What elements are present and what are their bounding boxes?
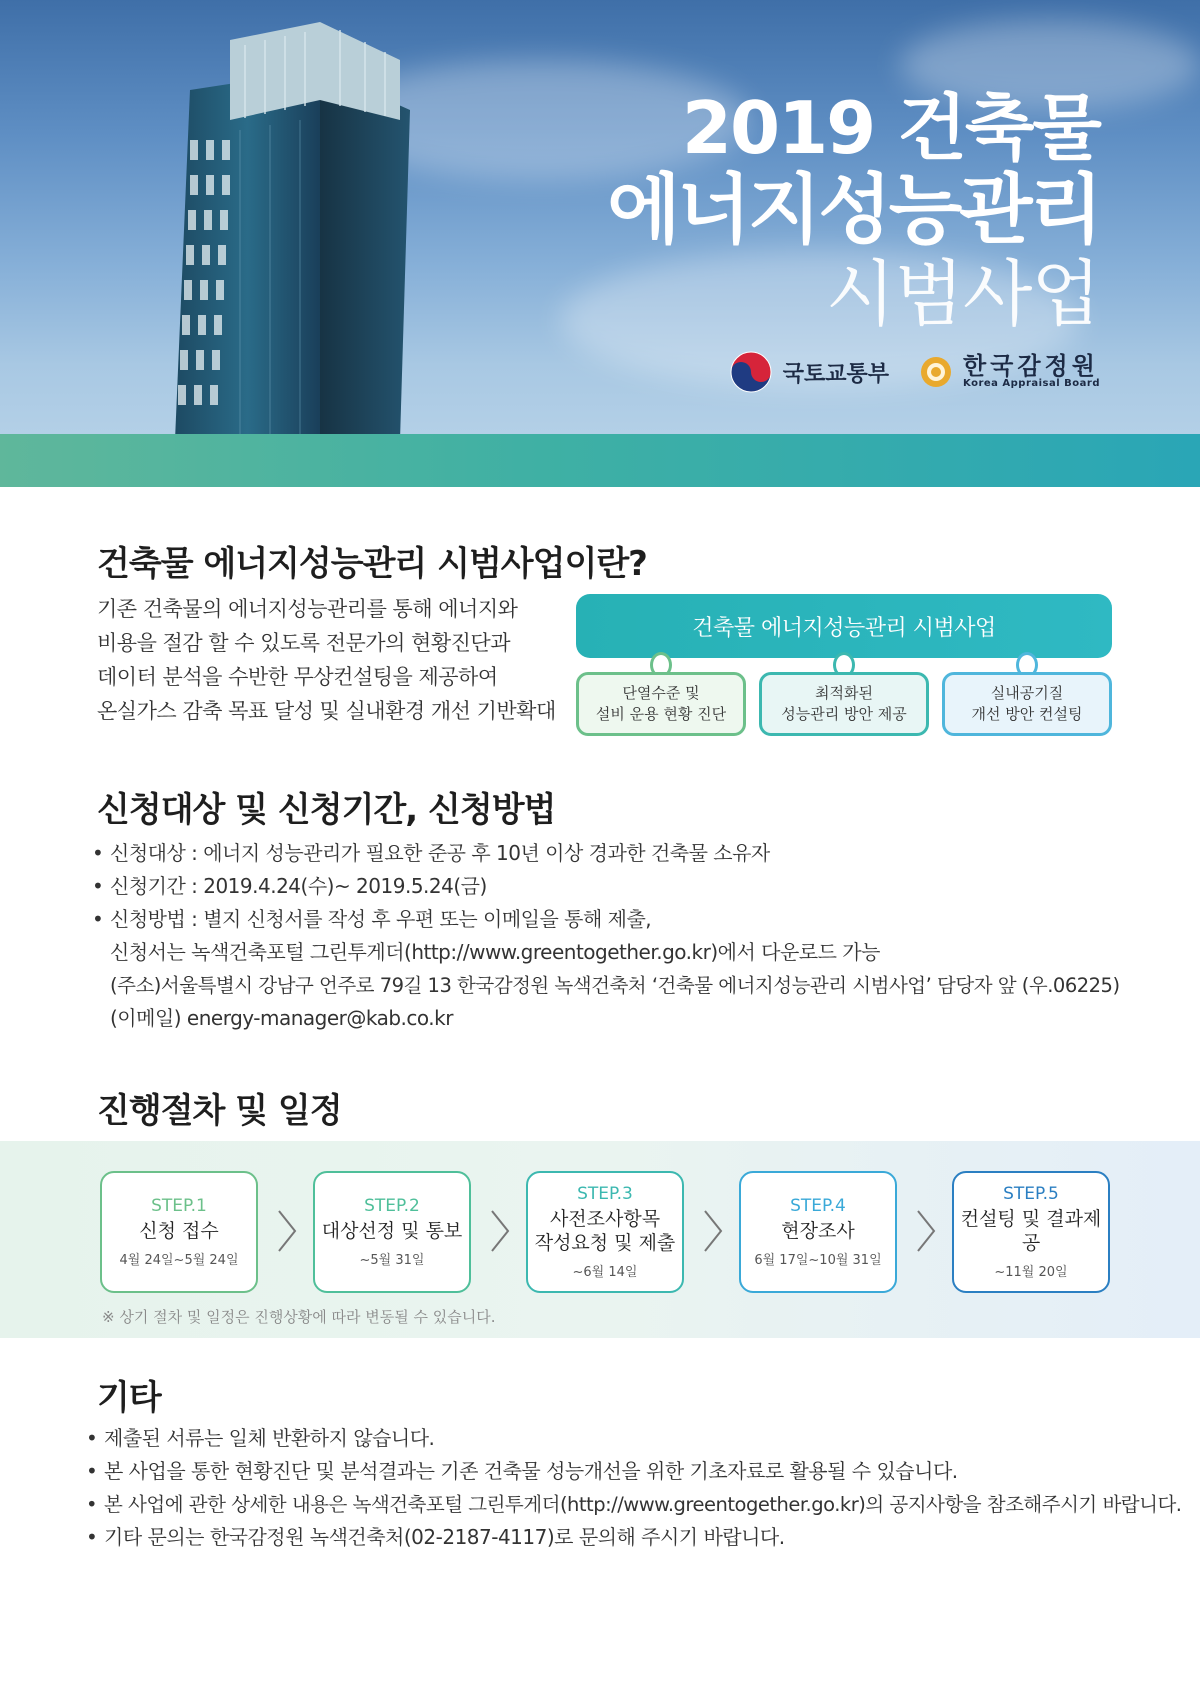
step-date: ~6월 14일 <box>572 1265 638 1280</box>
molit-logo-text: 국토교통부 <box>782 361 889 387</box>
process-step <box>739 1171 897 1293</box>
step-title: 현장조사 <box>781 1220 855 1242</box>
process-step <box>526 1171 684 1293</box>
diagram-item-line: 단열수준 및 <box>622 684 700 702</box>
hero-banner <box>0 0 1200 487</box>
chevron-right-icon <box>915 1208 937 1254</box>
chevron-right-icon <box>489 1208 511 1254</box>
etc-item: 본 사업에 관한 상세한 내용은 녹색건축포털 그린투게더(http://www.greentogether.go.kr)의 공지사항을 참조해주시기 바랍니다. <box>104 1493 1182 1516</box>
step-date: 6월 17일~10월 31일 <box>754 1253 882 1268</box>
diagram-item-line: 실내공기질 <box>990 684 1064 702</box>
kab-logo <box>919 354 1100 390</box>
etc-item: 본 사업을 통한 현황진단 및 분석결과는 기존 건축물 성능개선을 위한 기초자료로 활용될 수 있습니다. <box>104 1459 958 1483</box>
step-label: STEP.3 <box>577 1184 633 1204</box>
step-date: ~5월 31일 <box>359 1253 425 1268</box>
intro-heading: 건축물 에너지성능관리 시범사업이란? <box>97 544 647 584</box>
list-item: • 제출된 서류는 일체 반환하지 않습니다. <box>86 1426 435 1450</box>
kab-logo-korean: 한국감정원 <box>963 352 1099 380</box>
step-title: 사전조사항목 <box>549 1208 661 1230</box>
step-date: ~11월 20일 <box>994 1265 1068 1280</box>
process-step <box>313 1171 471 1293</box>
list-item: • 본 사업을 통한 현황진단 및 분석결과는 기존 건축물 성능개선을 위한 기초자료로 활용될 수 있습니다. <box>86 1459 958 1483</box>
diagram-item-management <box>759 672 929 736</box>
process-note: ※ 상기 절차 및 일정은 진행상황에 따라 변동될 수 있습니다. <box>102 1308 496 1326</box>
intro-line: 비용을 절감 할 수 있도록 전문가의 현황진단과 <box>97 631 510 655</box>
etc-list <box>86 1422 1182 1554</box>
intro-line: 온실가스 감축 목표 달성 및 실내환경 개선 기반확대 <box>97 699 556 723</box>
step-label: STEP.2 <box>364 1196 420 1216</box>
organization-logos <box>729 350 1100 394</box>
list-item: • 신청방법 : 별지 신청서를 작성 후 우편 또는 이메일을 통해 제출, <box>92 907 652 931</box>
hero-title <box>607 88 1100 336</box>
program-diagram <box>576 594 1112 736</box>
kab-logo-english: Korea Appraisal Board <box>963 378 1100 389</box>
step-label: STEP.4 <box>790 1196 846 1216</box>
step-title-line-2: 작성요청 및 제출 <box>534 1232 676 1254</box>
diagram-item-air-quality <box>942 672 1112 736</box>
apply-target: 신청대상 : 에너지 성능관리가 필요한 준공 후 10년 이상 경과한 건축물 소유자 <box>110 841 770 865</box>
step-title: 컨설팅 및 결과제공 <box>960 1208 1102 1254</box>
step-label: STEP.1 <box>151 1196 207 1216</box>
title-line-3: 시범사업 <box>825 252 1100 336</box>
diagram-title: 건축물 에너지성능관리 시범사업 <box>576 594 1112 658</box>
taegeuk-icon <box>729 350 773 394</box>
kab-emblem-icon <box>919 355 953 389</box>
apply-heading: 신청대상 및 신청기간, 신청방법 <box>97 790 556 830</box>
apply-list <box>92 837 1120 1035</box>
step-date: 4월 24일~5월 24일 <box>119 1253 239 1268</box>
apply-method: 신청방법 : 별지 신청서를 작성 후 우편 또는 이메일을 통해 제출, <box>110 907 652 931</box>
intro-line: 데이터 분석을 수반한 무상컨설팅을 제공하여 <box>97 665 498 689</box>
diagram-item-line: 개선 방안 컨설팅 <box>971 705 1083 723</box>
apply-download-info: 신청서는 녹색건축포털 그린투게더(http://www.greentogether.go.kr)에서 다운로드 가능 <box>110 940 880 964</box>
step-label: STEP.5 <box>1003 1184 1059 1204</box>
etc-item: 기타 문의는 한국감정원 녹색건축처(02-2187-4117)로 문의해 주시기 바랍니다. <box>104 1525 785 1549</box>
intro-line: 기존 건축물의 에너지성능관리를 통해 에너지와 <box>97 597 518 621</box>
apply-email: (이메일) energy-manager@kab.co.kr <box>110 1006 453 1030</box>
diagram-item-line: 최적화된 <box>815 684 873 702</box>
apply-address: (주소)서울특별시 강남구 언주로 79길 13 한국감정원 녹색건축처 ‘건축물 에너지성능관리 시범사업’ 담당자 앞 (우.06225) <box>110 974 1120 997</box>
intro-paragraph <box>97 592 567 728</box>
chevron-right-icon <box>702 1208 724 1254</box>
molit-logo <box>729 350 889 394</box>
step-title: 신청 접수 <box>139 1220 219 1242</box>
diagram-item-line: 성능관리 방안 제공 <box>781 705 907 723</box>
title-line-1: 2019 건축물 <box>681 86 1100 170</box>
diagram-item-diagnosis <box>576 672 746 736</box>
process-step <box>100 1171 258 1293</box>
list-item: • 기타 문의는 한국감정원 녹색건축처(02-2187-4117)로 문의해 주시기 바랍니다. <box>86 1525 785 1549</box>
chevron-right-icon <box>276 1208 298 1254</box>
etc-item: 제출된 서류는 일체 반환하지 않습니다. <box>104 1426 435 1450</box>
etc-heading: 기타 <box>97 1378 161 1418</box>
list-item: • 본 사업에 관한 상세한 내용은 녹색건축포털 그린투게더(http://www.greentogether.go.kr)의 공지사항을 참조해주시기 바랍니다. <box>86 1493 1182 1516</box>
diagram-item-line: 설비 운용 현황 진단 <box>595 705 727 723</box>
apply-period: 신청기간 : 2019.4.24(수)~ 2019.5.24(금) <box>110 874 487 898</box>
process-step <box>952 1171 1110 1293</box>
process-heading: 진행절차 및 일정 <box>97 1091 342 1131</box>
list-item: • 신청대상 : 에너지 성능관리가 필요한 준공 후 10년 이상 경과한 건축물 소유자 <box>92 841 770 865</box>
title-line-2: 에너지성능관리 <box>607 165 1100 254</box>
list-item: • 신청기간 : 2019.4.24(수)~ 2019.5.24(금) <box>92 874 487 898</box>
step-title: 대상선정 및 통보 <box>321 1220 463 1242</box>
hero-color-band <box>0 434 1200 487</box>
building-illustration <box>0 0 460 440</box>
